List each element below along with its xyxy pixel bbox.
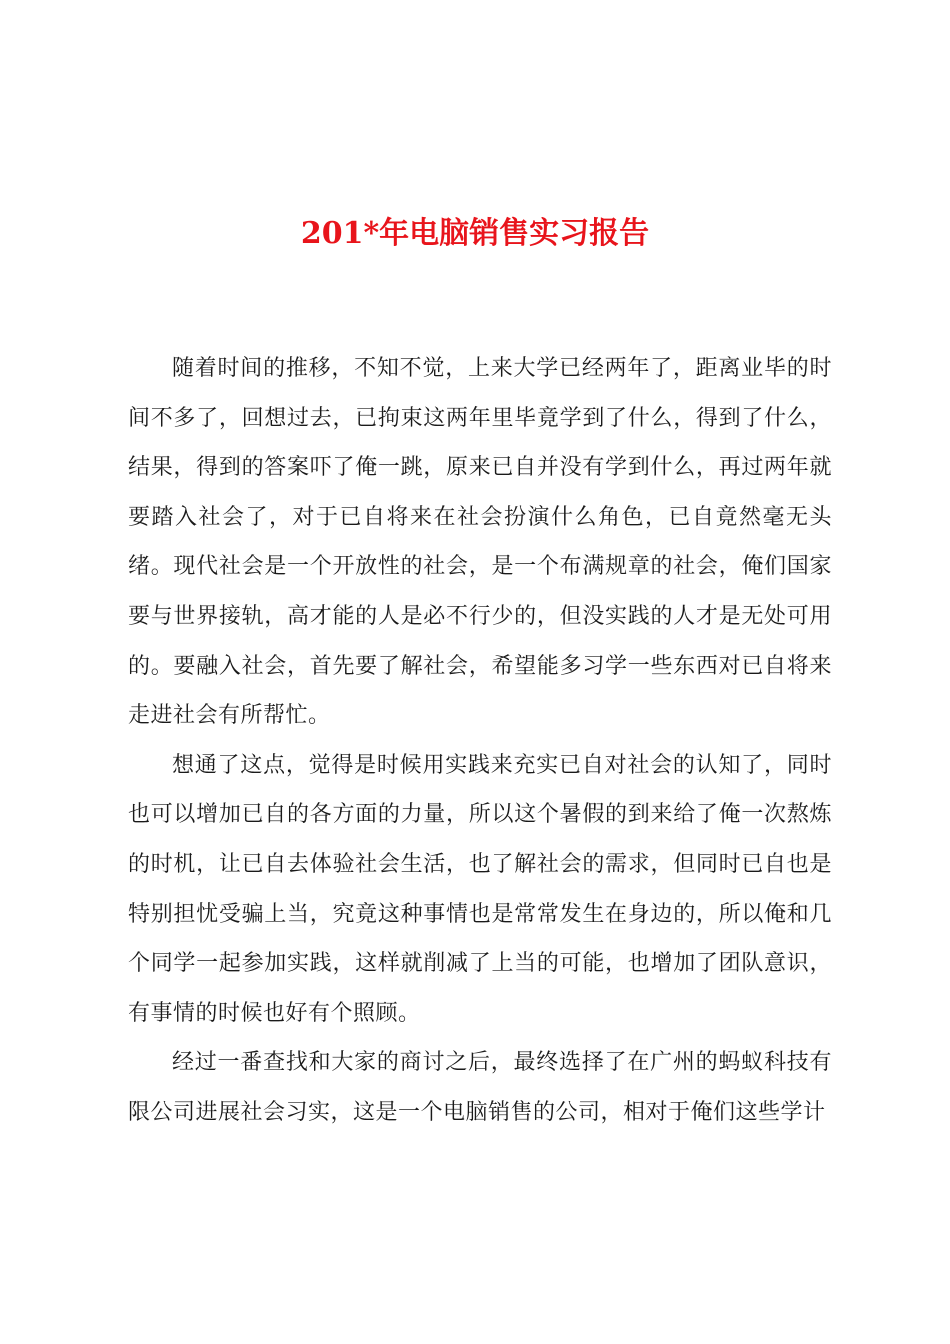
document-body <box>128 344 832 1138</box>
paragraph-1: 随着时间的推移，不知不觉，上来大学已经两年了，距离业毕的时间不多了，回想过去，已拘束这两年里毕竟学到了什么，得到了什么，结果，得到的答案吓了俺一跳，原来已自并没有学到什么，再过两年就要踏入社会了，对于已自将来在社会扮演什么角色，已自竟然毫无头绪。现代社会是一个开放性的社会，是一个布满规章的社会，俺们国家要与世界接轨，高才能的人是必不行少的，但没实践的人才是无处可用的。要融入社会，首先要了解社会，希望能多习学一些东西对已自将来走进社会有所帮忙。 <box>128 356 832 729</box>
paragraph-2: 想通了这点，觉得是时候用实践来充实已自对社会的认知了，同时也可以增加已自的各方面的力量，所以这个暑假的到来给了俺一次熬炼的时机，让已自去体验社会生活，也了解社会的需求，但同时已自也是特别担忧受骗上当，究竟这种事情也是常常发生在身边的，所以俺和几个同学一起参加实践，这样就削减了上当的可能，也增加了团队意识，有事情的时候也好有个照顾。 <box>128 752 832 1026</box>
page-title: 201*年电脑销售实习报告 <box>300 216 650 251</box>
paragraph-3: 经过一番查找和大家的商讨之后，最终选择了在广州的蚂蚁科技有限公司进展社会习实，这是一个电脑销售的公司，相对于俺们这些学计 <box>128 1050 832 1125</box>
